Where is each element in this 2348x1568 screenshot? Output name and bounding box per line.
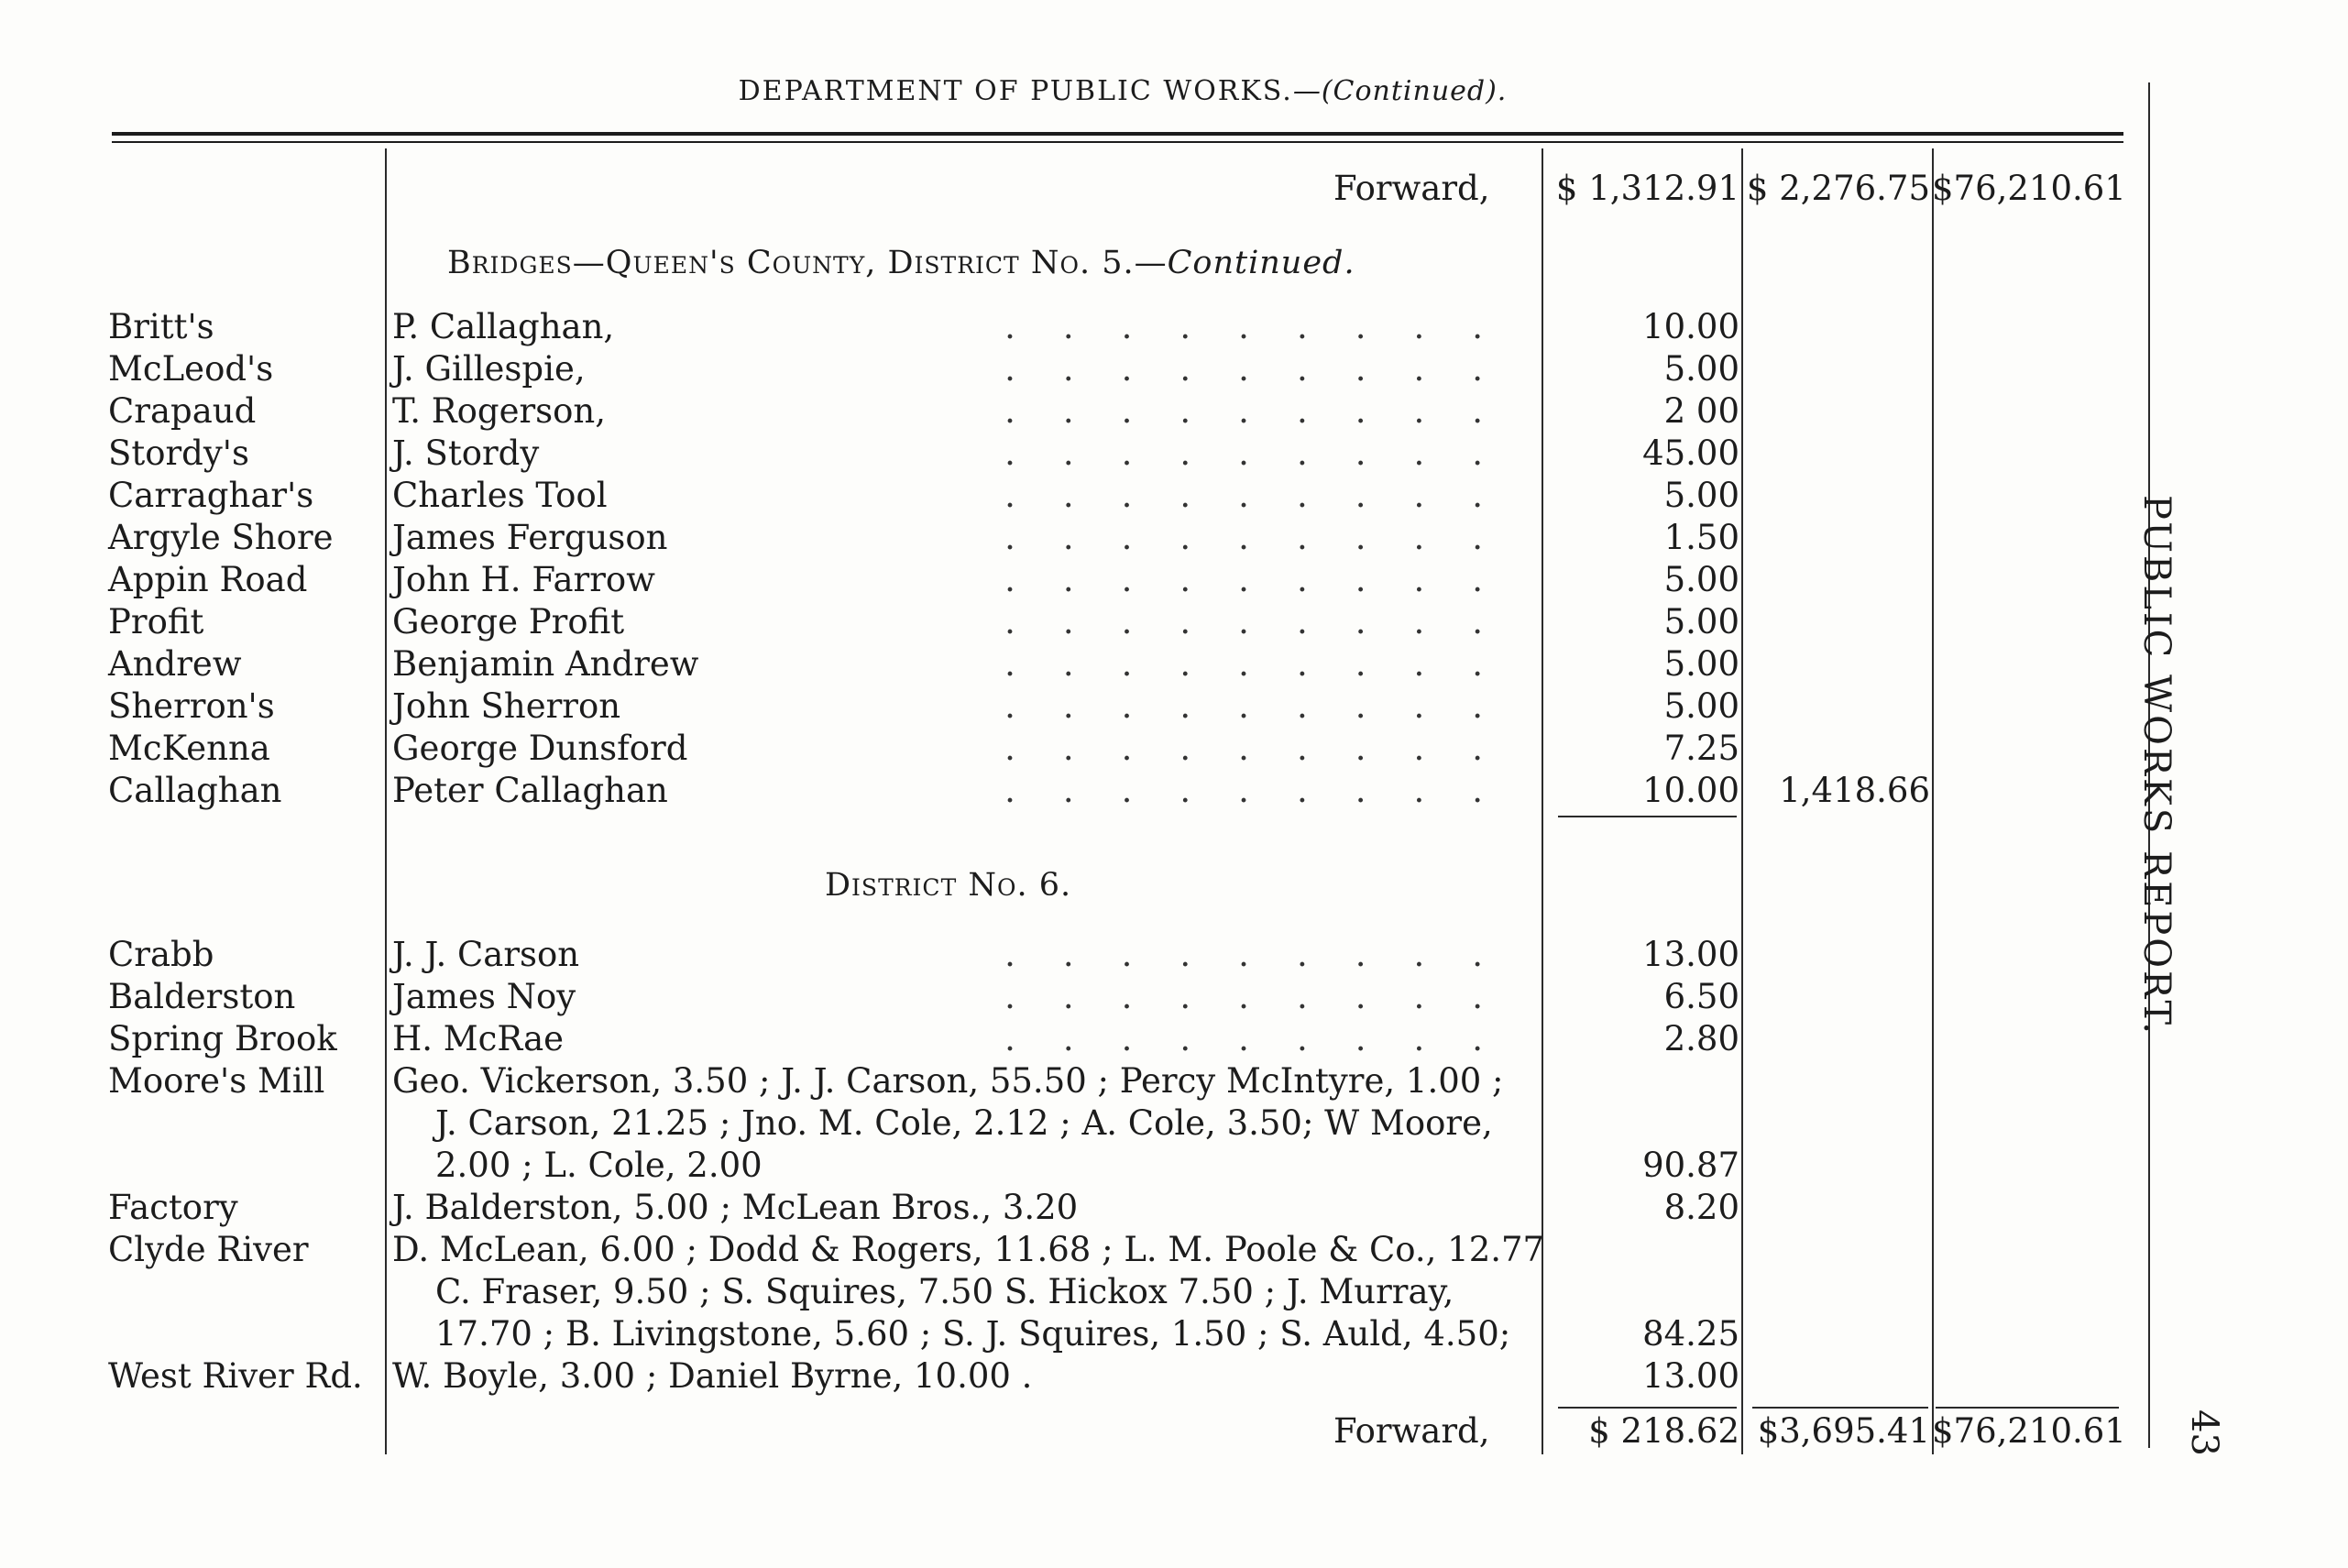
place-name: McKenna	[108, 729, 270, 768]
table-row	[0, 433, 2126, 474]
payee-name: J. Gillespie,	[392, 349, 586, 389]
table-row	[0, 391, 2126, 432]
dot-leader: .........	[1004, 391, 1531, 431]
table-row	[0, 1230, 2126, 1270]
dot-leader: .........	[1004, 518, 1531, 557]
dot-leader: .........	[1004, 349, 1531, 389]
forward-amount-col2: $ 2,276.75	[1746, 169, 1930, 208]
table-row	[0, 686, 2126, 727]
place-name: Crapaud	[108, 391, 257, 431]
row-amount: 10.00	[1642, 307, 1739, 346]
section-title: District No. 6.	[825, 867, 1072, 904]
forward-label: Forward,	[1333, 169, 1490, 208]
payee-name: J. Stordy	[392, 433, 540, 473]
table-row	[0, 771, 2126, 811]
table-row	[0, 349, 2126, 389]
row-amount: 45.00	[1642, 433, 1739, 473]
table-row	[0, 560, 2126, 600]
payee-detail: D. McLean, 6.00 ; Dodd & Rogers, 11.68 ; L. M. Poole & Co., 12.77	[392, 1230, 1545, 1269]
payee-name: John Sherron	[392, 686, 621, 726]
page-header	[119, 75, 2126, 107]
header-rule-thick	[112, 132, 2123, 136]
table-row	[0, 1188, 2126, 1228]
header-continued: —(Continued).	[1292, 75, 1508, 107]
dot-leader: .........	[1004, 560, 1531, 599]
row-amount: 2 00	[1663, 391, 1739, 431]
row-amount: 8.20	[1663, 1188, 1739, 1227]
row-amount: 13.00	[1642, 1356, 1739, 1396]
forward-amount-col1: $ 218.62	[1588, 1411, 1739, 1451]
place-name: Carraghar's	[108, 476, 314, 515]
dot-leader: .........	[1004, 729, 1531, 768]
payee-name: Peter Callaghan	[392, 771, 668, 810]
row-amount: 5.00	[1663, 349, 1739, 389]
dot-leader: .........	[1004, 771, 1531, 810]
dot-leader: .........	[1004, 1019, 1531, 1058]
payee-name: P. Callaghan,	[392, 307, 615, 346]
forward-row-top	[0, 169, 2126, 209]
table-row	[0, 1019, 2126, 1059]
table-row-continuation	[0, 1146, 2126, 1186]
row-amount: 7.25	[1663, 729, 1739, 768]
row-amount: 6.50	[1663, 977, 1739, 1016]
place-name: Sherron's	[108, 686, 275, 726]
row-amount: 1.50	[1663, 518, 1739, 557]
place-name: Profit	[108, 602, 204, 641]
row-amount: 13.00	[1642, 935, 1739, 974]
place-name: Clyde River	[108, 1230, 309, 1269]
table-row	[0, 935, 2126, 975]
payee-detail: C. Fraser, 9.50 ; S. Squires, 7.50 S. Hickox 7.50 ; J. Murray,	[435, 1272, 1454, 1311]
forward-amount-col1: $ 1,312.91	[1555, 169, 1739, 208]
dot-leader: .........	[1004, 977, 1531, 1016]
place-name: Argyle Shore	[108, 518, 334, 557]
table-row	[0, 476, 2126, 516]
place-name: Stordy's	[108, 433, 249, 473]
dot-leader: .........	[1004, 476, 1531, 515]
subtotal-rule	[1558, 816, 1737, 817]
table-row	[0, 729, 2126, 769]
total-rule-col3	[1936, 1407, 2119, 1409]
table-row	[0, 518, 2126, 558]
payee-detail: 2.00 ; L. Cole, 2.00	[435, 1146, 763, 1185]
district-5-total: 1,418.66	[1779, 771, 1930, 810]
row-amount: 2.80	[1663, 1019, 1739, 1058]
row-amount: 5.00	[1663, 602, 1739, 641]
table-row-continuation	[0, 1314, 2126, 1354]
payee-detail: J. Carson, 21.25 ; Jno. M. Cole, 2.12 ; A. Cole, 3.50; W Moore,	[435, 1103, 1493, 1143]
dot-leader: .........	[1004, 307, 1531, 346]
payee-name: Charles Tool	[392, 476, 608, 515]
forward-label: Forward,	[1333, 1411, 1490, 1451]
table-row	[0, 1061, 2126, 1102]
table-row	[0, 307, 2126, 347]
page-number: 43	[2183, 1409, 2225, 1456]
dot-leader: .........	[1004, 935, 1531, 974]
forward-amount-col3: $76,210.61	[1932, 169, 2126, 208]
row-amount: 10.00	[1642, 771, 1739, 810]
section-continued: Continued.	[1167, 245, 1355, 281]
table-row	[0, 602, 2126, 642]
place-name: Appin Road	[108, 560, 308, 599]
place-name: Spring Brook	[108, 1019, 337, 1058]
place-name: Andrew	[108, 644, 242, 684]
payee-name: Benjamin Andrew	[392, 644, 699, 684]
table-row-continuation	[0, 1103, 2126, 1144]
table-row	[0, 1356, 2126, 1397]
payee-detail: J. Balderston, 5.00 ; McLean Bros., 3.20	[392, 1188, 1079, 1227]
section-heading-district-6	[825, 865, 1071, 905]
place-name: Moore's Mill	[108, 1061, 325, 1101]
payee-name: T. Rogerson,	[392, 391, 607, 431]
place-name: West River Rd.	[108, 1356, 363, 1396]
row-amount: 5.00	[1663, 476, 1739, 515]
row-amount: 84.25	[1642, 1314, 1739, 1354]
dot-leader: .........	[1004, 644, 1531, 684]
place-name: Britt's	[108, 307, 214, 346]
payee-name: George Profit	[392, 602, 625, 641]
total-rule-col1	[1558, 1407, 1737, 1409]
payee-detail: James Noy	[392, 977, 576, 1016]
payee-name: James Ferguson	[392, 518, 668, 557]
row-amount: 90.87	[1642, 1146, 1739, 1185]
payee-detail: H. McRae	[392, 1019, 565, 1058]
total-rule-col2	[1752, 1407, 1928, 1409]
row-amount: 5.00	[1663, 560, 1739, 599]
side-running-title: PUBLIC WORKS REPORT.	[2135, 495, 2178, 1036]
payee-name: George Dunsford	[392, 729, 688, 768]
place-name: Crabb	[108, 935, 214, 974]
table-row	[0, 644, 2126, 685]
dot-leader: .........	[1004, 686, 1531, 726]
dot-leader: .........	[1004, 433, 1531, 473]
payee-detail: Geo. Vickerson, 3.50 ; J. J. Carson, 55.50 ; Percy McIntyre, 1.00 ;	[392, 1061, 1504, 1101]
row-amount: 5.00	[1663, 686, 1739, 726]
payee-name: John H. Farrow	[392, 560, 655, 599]
section-title: Bridges—Queen's County, District No. 5.—	[447, 245, 1168, 281]
place-name: Factory	[108, 1188, 238, 1227]
row-amount: 5.00	[1663, 644, 1739, 684]
forward-amount-col2: $3,695.41	[1757, 1411, 1930, 1451]
section-heading-district-5	[447, 243, 1355, 283]
forward-row-bottom	[0, 1411, 2126, 1452]
payee-detail: 17.70 ; B. Livingstone, 5.60 ; S. J. Squires, 1.50 ; S. Auld, 4.50;	[435, 1314, 1511, 1354]
header-rule-thin	[112, 141, 2123, 143]
place-name: Callaghan	[108, 771, 282, 810]
table-row-continuation	[0, 1272, 2126, 1312]
header-title: DEPARTMENT OF PUBLIC WORKS.	[738, 75, 1293, 107]
table-row	[0, 977, 2126, 1017]
place-name: McLeod's	[108, 349, 274, 389]
payee-detail: W. Boyle, 3.00 ; Daniel Byrne, 10.00 .	[392, 1356, 1033, 1396]
place-name: Balderston	[108, 977, 296, 1016]
dot-leader: .........	[1004, 602, 1531, 641]
payee-detail: J. J. Carson	[392, 935, 580, 974]
forward-amount-col3: $76,210.61	[1932, 1411, 2126, 1451]
